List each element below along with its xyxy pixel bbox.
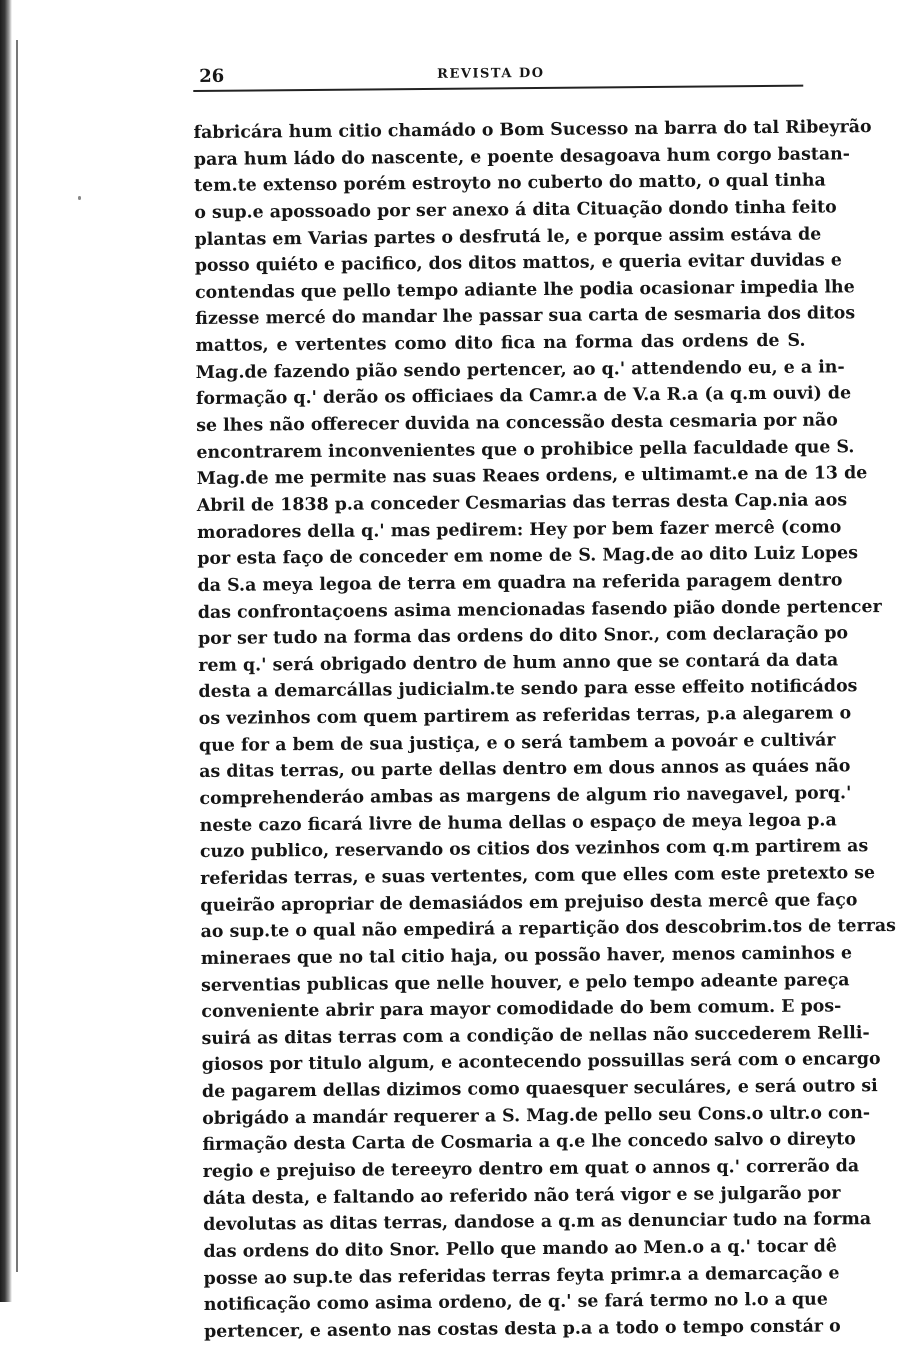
body-text: [193, 115, 897, 1345]
text-line: moradores della q.' mas pedirem: Hey por bem fazer mercê (como: [197, 516, 842, 543]
book-spine-shadow: [0, 0, 12, 1302]
ink-speck: [78, 196, 81, 200]
text-line: se lhes não offerecer duvida na concessão desta cesmaria por não: [196, 410, 838, 437]
text-line: os vezinhos com quem partirem as referidas terras, p.a alegarem o: [198, 703, 852, 730]
text-line: queirão apropriar de demasiádos em prejuiso desta mercê que faço: [200, 889, 858, 916]
text-line: giosos por titulo algum, e acontecendo possuillas será com o encargo: [201, 1049, 881, 1076]
text-line: suirá as ditas terras com a condição de nellas não succederem Relli-: [201, 1022, 870, 1049]
text-line: formação q.' derão os officiaes da Camr.a de V.a R.a (a q.m ouvi) de: [195, 383, 852, 410]
text-line: serventias publicas que nelle houver, e pelo tempo adeante pareça: [200, 969, 850, 996]
text-line: desta a demarcállas judicialm.te sendo para esse effeito notificádos: [198, 676, 858, 703]
text-line: dáta desta, e faltando ao referido não terá vigor e se julgarão por: [202, 1183, 841, 1209]
text-line: fabricára hum citio chamádo o Bom Sucesso na barra do tal Ribeyrão: [193, 117, 872, 143]
scanned-page: [193, 55, 897, 1345]
text-line: de pagarem dellas dizimos como quaesquer seculáres, e será outro si: [201, 1076, 878, 1103]
text-line: ao sup.te o qual não empedirá a repartição dos descobrim.tos de terras: [200, 916, 897, 943]
text-line: Abril de 1838 p.a conceder Cesmarias das terras desta Cap.nia aos: [196, 490, 848, 516]
text-line: firmação desta Carta de Cosmaria a q.e lhe concedo salvo o direyto: [202, 1129, 856, 1156]
text-line: pertencer, e asento nas costas desta p.a a todo o tempo constár o: [204, 1316, 841, 1342]
text-line: obrigádo a mandár requerer a S. Mag.de pello seu Cons.o ultr.o con-: [202, 1102, 871, 1129]
text-line: mineraes que no tal citio haja, ou possão haver, menos caminhos e: [200, 943, 853, 969]
text-line: mattos, e vertentes como dito fica na forma das ordens de S.: [195, 330, 806, 357]
text-line: conveniente abrir para mayor comodidade do bem comum. E pos-: [201, 996, 842, 1023]
text-line: cuzo publico, reservando os citios dos vezinhos com q.m partirem as: [199, 836, 869, 863]
running-header: [193, 55, 803, 92]
page-number: 26: [199, 65, 225, 87]
text-line: posse ao sup.te das referidas terras feyta primr.a a demarcação e: [203, 1262, 840, 1289]
text-line: neste cazo ficará livre de huma dellas o espaço de meya legoa p.a: [199, 810, 837, 836]
running-title: REVISTA DO: [437, 65, 545, 82]
text-line: das ordens do dito Snor. Pello que mando ao Men.o a q.' tocar dê: [203, 1236, 837, 1262]
text-line: por ser tudo na forma das ordens do dito Snor., com declaração po: [197, 623, 849, 650]
text-line: Mag.de fazendo pião sendo pertencer, ao q.' attendendo eu, e a in-: [195, 357, 845, 383]
text-line: comprehenderáo ambas as margens de algum rio navegavel, porq.': [199, 783, 852, 809]
text-line: o sup.e apossoado por ser anexo á dita Cituação dondo tinha feito: [194, 197, 837, 223]
text-line: posso quiéto e pacifico, dos ditos mattos, e queria evitar duvidas e: [194, 250, 843, 277]
text-line: devolutas as ditas terras, dandose a q.m as denunciar tudo na forma: [203, 1209, 872, 1236]
text-line: da S.a meya legoa de terra em quadra na referida paragem dentro: [197, 570, 843, 596]
text-line: encontrarem inconvenientes que o prohibice pella faculdade que S.: [196, 436, 855, 463]
page-edge-line: [16, 40, 18, 1272]
text-line: as ditas terras, ou parte dellas dentro em dous annos as quáes não: [199, 756, 851, 783]
text-line: tem.te extenso porém estroyto no cuberto do matto, o qual tinha: [194, 170, 826, 197]
text-line: das confrontaçoens asima mencionadas fasendo pião donde pertencer: [197, 596, 882, 623]
text-line: rem q.' será obrigado dentro de hum anno que se contará da data: [198, 650, 839, 676]
text-line: Mag.de me permite nas suas Reaes ordens, e ultimamt.e na de 13 de: [196, 463, 868, 490]
text-line: para hum ládo do nascente, e poente desagoava hum corgo bastan-: [193, 143, 851, 170]
text-line: plantas em Varias partes o desfrutá le, e porque assim estáva de: [194, 224, 822, 250]
text-line: notificação como asima ordeno, de q.' se fará termo no l.o a que: [203, 1289, 828, 1316]
text-line: que for a bem de sua justiça, e o será tambem a povoár e cultivár: [198, 730, 836, 756]
text-line: regio e prejuiso de tereeyro dentro em quat o annos q.' correrão da: [202, 1156, 860, 1182]
text-line: por esta faço de conceder em nome de S. Mag.de ao dito Luiz Lopes: [197, 543, 859, 570]
text-line: fizesse mercé do mandar lhe passar sua carta de sesmaria dos ditos: [195, 303, 856, 330]
text-line: referidas terras, e suas vertentes, com que elles com este pretexto se: [200, 863, 876, 889]
text-line: contendas que pello tempo adiante lhe podia ocasionar impedia lhe: [194, 277, 855, 303]
